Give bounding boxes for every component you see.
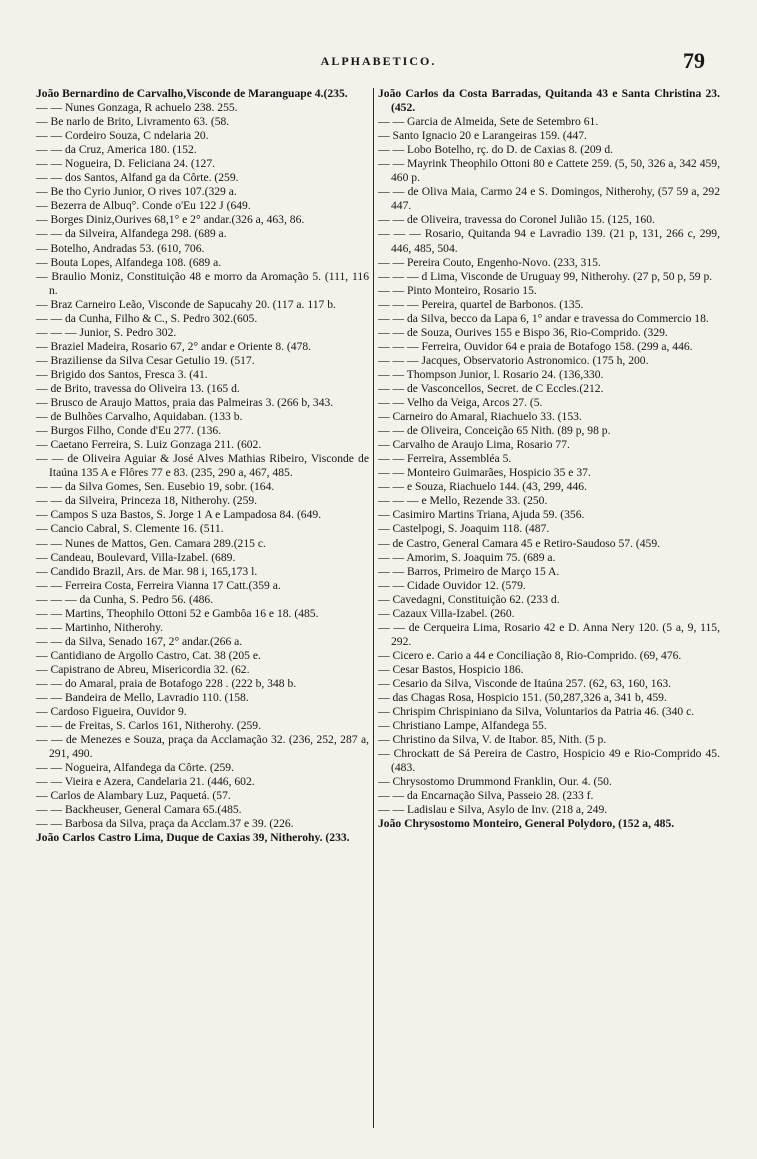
directory-entry: — — Pereira Couto, Engenho-Novo. (233, 315. [378,255,601,269]
directory-entry: — Be tho Cyrio Junior, O rives 107.(329 a. [36,185,237,199]
directory-entry: — — — Junior, S. Pedro 302. [36,325,177,339]
directory-entry: — — Ferreira Costa, Ferreira Vianna 17 Catt.(359 a. [36,578,281,592]
directory-entry: — Santo Ignacio 20 e Larangeiras 159. (447. [378,129,587,143]
directory-entry: — Christino da Silva, V. de Itabor. 85, Nith. (5 p. [378,733,607,747]
directory-entry: — Braulio Moniz, Constituição 48 e morro da Aromação 5. (111, 116 n. [36,269,369,297]
page-title: ALPHABETICO. [320,54,437,68]
directory-entry: — — — d Lima, Visconde de Uruguay 99, Nitherohy. (27 p, 50 p, 59 p. [378,269,713,283]
directory-entry: — — Thompson Junior, l. Rosario 24. (136,330. [378,367,604,381]
directory-entry: — — Monteiro Guimarães, Hospicio 35 e 37. [378,466,591,480]
directory-entry: — — de Oliveira, travessa do Coronel Julião 15. (125, 160. [378,213,655,227]
directory-entry: — Carlos de Alambary Luz, Paquetá. (57. [36,789,231,803]
directory-entry: — — Backheuser, General Camara 65.(485. [36,803,242,817]
directory-entry: — — Nunes Gonzaga, R achuelo 238. 255. [36,101,238,115]
directory-entry: — Chrispim Chrispiniano da Silva, Voluntarios da Patria 46. (340 c. [378,705,695,719]
directory-entry: — — da Cunha, Filho & C., S. Pedro 302.(605. [36,311,258,325]
directory-entry: — Bezerra de Albuq°. Conde o'Eu 122 J (649. [36,199,251,213]
directory-entry: — Braziel Madeira, Rosario 67, 2° andar e Oriente 8. (478. [36,339,312,353]
directory-entry: — — de Menezes e Souza, praça da Acclamação 32. (236, 252, 287 a, 291, 490. [36,733,369,761]
directory-entry: — — de Oliveira, Conceição 65 Nith. (89 p, 98 p. [378,424,611,438]
directory-entry: — Chrysostomo Drummond Franklin, Our. 4. (50. [378,775,612,789]
directory-entry: — — Lobo Botelho, rç. do D. de Caxias 8. (209 d. [378,143,614,157]
right-column [378,87,720,831]
directory-entry: — Brigido dos Santos, Fresca 3. (41. [36,367,208,381]
directory-entry: — Be narlo de Brito, Livramento 63. (58. [36,115,230,129]
directory-entry: João Carlos da Costa Barradas, Quitanda 43 e Santa Christina 23. (452. [378,87,720,115]
column-divider [373,88,374,1128]
directory-entry: — Capistrano de Abreu, Misericordia 32. (62. [36,662,250,676]
page-number: 79 [683,48,705,73]
directory-entry: — Braz Carneiro Leão, Visconde de Sapucahy 20. (117 a. 117 b. [36,297,336,311]
directory-entry: — — do Amaral, praia de Botafogo 228 . (222 b, 348 b. [36,676,297,690]
directory-entry: — de Castro, General Camara 45 e Retiro-Saudoso 57. (459. [378,536,661,550]
directory-entry: João Carlos Castro Lima, Duque de Caxias 39, Nitherohy. (233. [36,831,350,845]
directory-entry: — Burgos Filho, Conde d'Eu 277. (136. [36,424,222,438]
directory-entry: — — Bandeira de Mello, Lavradio 110. (158. [36,691,249,705]
directory-entry: — — Vieira e Azera, Candelaria 21. (446, 602. [36,775,255,789]
directory-entry: — — da Silva, becco da Lapa 6, 1° andar e travessa do Commercio 18. [378,311,709,325]
directory-entry: — — — Rosario, Quitanda 94 e Lavradio 139. (21 p, 131, 266 c, 299, 446, 485, 504. [378,227,720,255]
directory-entry: — — — Jacques, Observatorio Astronomico. (175 h, 200. [378,353,649,367]
directory-entry: — de Bulhões Carvalho, Aquidaban. (133 b. [36,410,243,424]
directory-entry: — Cesario da Silva, Visconde de Itaúna 257. (62, 63, 160, 163. [378,676,672,690]
page-header [0,48,757,78]
directory-entry: — — de Vasconcellos, Secret. de C Eccles.(212. [378,381,604,395]
directory-entry: — — e Souza, Riachuelo 144. (43, 299, 446. [378,480,587,494]
directory-entry: — Cesar Bastos, Hospicio 186. [378,662,524,676]
directory-entry: — — da Cruz, America 180. (152. [36,143,197,157]
directory-entry: — Braziliense da Silva Cesar Getulio 19. (517. [36,353,255,367]
directory-entry: — Cavedagni, Constituição 62. (233 d. [378,592,560,606]
directory-entry: — — Cordeiro Souza, C ndelaria 20. [36,129,209,143]
directory-entry: — — Nogueira, Alfandega da Côrte. (259. [36,761,235,775]
directory-entry: — Castelpogi, S. Joaquim 118. (487. [378,522,550,536]
directory-entry: — — da Silva Gomes, Sen. Eusebio 19, sobr. (164. [36,480,275,494]
directory-entry: João Chrysostomo Monteiro, General Polydoro, (152 a, 485. [378,817,675,831]
directory-entry: — Campos S uza Bastos, S. Jorge 1 A e Lampadosa 84. (649. [36,508,322,522]
directory-entry: — Candido Brazil, Ars. de Mar. 98 i, 165,173 l. [36,564,258,578]
directory-entry: — — de Oliva Maia, Carmo 24 e S. Domingos, Nitherohy, (57 59 a, 292 447. [378,185,720,213]
directory-entry: — — Pinto Monteiro, Rosario 15. [378,283,537,297]
directory-entry: — — Cidade Ouvidor 12. (579. [378,578,526,592]
directory-entry: — — Martins, Theophilo Ottoni 52 e Gambôa 16 e 18. (485. [36,606,319,620]
directory-entry: — — Nunes de Mattos, Gen. Camara 289.(215 c. [36,536,266,550]
directory-entry: — Casimiro Martins Triana, Ajuda 59. (356. [378,508,585,522]
directory-entry: — — de Freitas, S. Carlos 161, Nitherohy. (259. [36,719,261,733]
directory-entry: — — Barbosa da Silva, praça da Acclam.37 e 39. (226. [36,817,294,831]
directory-entry: — — da Encarnação Silva, Passeio 28. (233 f. [378,789,594,803]
directory-entry: — Cancio Cabral, S. Clemente 16. (511. [36,522,224,536]
directory-entry: — — de Cerqueira Lima, Rosario 42 e D. Anna Nery 120. (5 a, 9, 115, 292. [378,620,720,648]
left-column [36,87,369,846]
directory-entry: — Botelho, Andradas 53. (610, 706. [36,241,205,255]
directory-entry: — das Chagas Rosa, Hospicio 151. (50,287,326 a, 341 b, 459. [378,691,667,705]
directory-entry: — Chrockatt de Sá Pereira de Castro, Hospicio 49 e Rio-Comprido 45. (483. [378,747,720,775]
directory-entry: — — Amorim, S. Joaquim 75. (689 a. [378,550,556,564]
directory-entry: — — Ladislau e Silva, Asylo de Inv. (218 a, 249. [378,803,608,817]
directory-entry: — Caetano Ferreira, S. Luiz Gonzaga 211. (602. [36,438,262,452]
directory-entry: — — Garcia de Almeida, Sete de Setembro 61. [378,115,599,129]
directory-entry: — — de Souza, Ourives 155 e Bispo 36, Rio-Comprido. (329. [378,325,668,339]
directory-entry: — — da Silva, Senado 167, 2° andar.(266 a. [36,634,243,648]
directory-entry: — — Ferreira, Assembléa 5. [378,452,512,466]
directory-entry: — Candeau, Boulevard, Villa-Izabel. (689. [36,550,236,564]
directory-entry: — Bouta Lopes, Alfandega 108. (689 a. [36,255,222,269]
directory-entry: — Christiano Lampe, Alfandega 55. [378,719,547,733]
directory-entry: — — da Silveira, Alfandega 298. (689 a. [36,227,227,241]
directory-entry: João Bernardino de Carvalho,Visconde de Maranguape 4.(235. [36,87,348,100]
directory-entry: — Carvalho de Araujo Lima, Rosario 77. [378,438,570,452]
directory-entry: — Brusco de Araujo Mattos, praia das Palmeiras 3. (266 b, 343. [36,396,334,410]
directory-entry: — — Martinho, Nitherohy. [36,620,164,634]
directory-entry: — — Velho da Veiga, Arcos 27. (5. [378,396,543,410]
directory-entry: — — da Silveira, Princeza 18, Nitherohy. (259. [36,494,258,508]
directory-entry: — — Nogueira, D. Feliciana 24. (127. [36,157,216,171]
directory-entry: — Cazaux Villa-Izabel. (260. [378,606,515,620]
directory-entry: — Carneiro do Amaral, Riachuelo 33. (153. [378,410,582,424]
directory-entry: — Cardoso Figueira, Ouvidor 9. [36,705,187,719]
directory-entry: — de Brito, travessa do Oliveira 13. (165 d. [36,381,240,395]
directory-entry: — — Mayrink Theophilo Ottoni 80 e Cattete 259. (5, 50, 326 a, 342 459, 460 p. [378,157,720,185]
directory-entry: — — — Ferreira, Ouvidor 64 e praia de Botafogo 158. (299 a, 446. [378,339,693,353]
directory-entry: — — — e Mello, Rezende 33. (250. [378,494,548,508]
directory-entry: — Cantidiano de Argollo Castro, Cat. 38 (205 e. [36,648,261,662]
directory-entry: — — — Pereira, quartel de Barbonos. (135. [378,297,584,311]
directory-entry: — — dos Santos, Alfand ga da Côrte. (259. [36,171,239,185]
directory-entry: — Cicero e. Cario a 44 e Conciliação 8, Rio-Comprido. (69, 476. [378,648,682,662]
directory-entry: — — — da Cunha, S. Pedro 56. (486. [36,592,214,606]
directory-entry: — — Barros, Primeiro de Março 15 A. [378,564,560,578]
directory-entry: — Borges Diniz,Ourives 68,1° e 2° andar.(326 a, 463, 86. [36,213,305,227]
directory-entry: — — de Oliveira Aguiar & José Alves Mathias Ribeiro, Visconde de Itaúna 135 A e Flôres 77 e 83. (235, 290 a, 467, 485. [36,452,369,480]
